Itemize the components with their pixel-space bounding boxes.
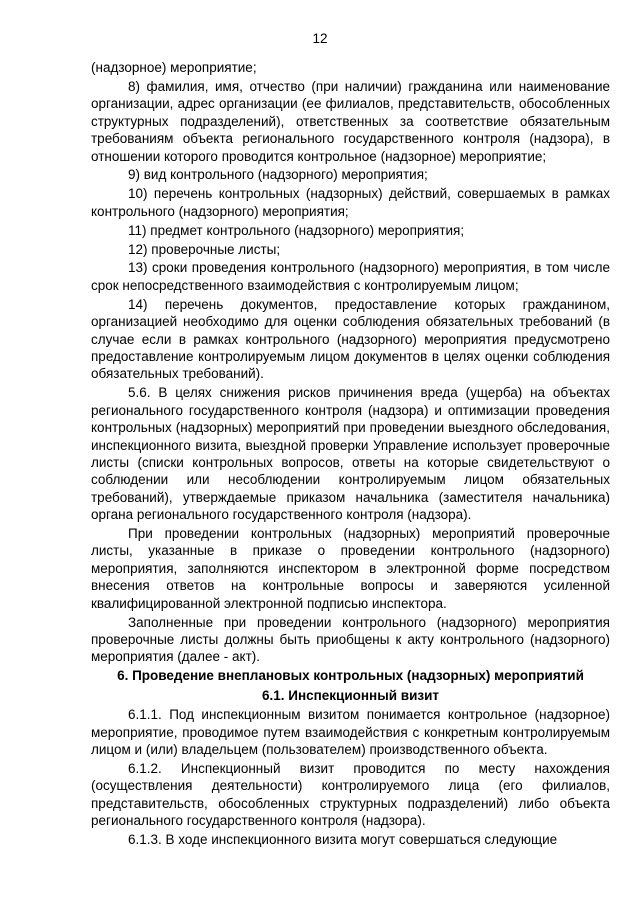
section-heading: 6. Проведение внеплановых контрольных (надзорных) мероприятий bbox=[117, 668, 584, 684]
paragraph-checklists-attached: Заполненные при проведении контрольного (надзорного) мероприятия проверочные листы должны быть приобщены к акту контрольного (надзорного) мероприятия (далее - акт). bbox=[91, 614, 610, 665]
paragraph-checklists-filling: При проведении контрольных (надзорных) мероприятий проверочные листы, указанные в приказе о проведении контрольного (надзорного) мероприятия, заполняются инспектором в электронной форме посредством внесения ответов на контрольные вопросы и заверяются усиленной квалифицированной электронной подписью инспектора. bbox=[91, 526, 610, 611]
paragraph-item-13: 13) сроки проведения контрольного (надзорного) мероприятия, в том числе срок непосредственного взаимодействия с контролируемым лицом; bbox=[91, 260, 610, 293]
paragraph-item-8: 8) фамилия, имя, отчество (при наличии) гражданина или наименование организации, адрес организации (ее филиалов, представительств, обособленных структурных подразделений), ответственных за соответствие обязательным требованиям объекта регионального государственного контроля (надзора), в отношении которого проводится контрольное (надзорное) мероприятие; bbox=[91, 78, 610, 164]
paragraph-item-12: 12) проверочные листы; bbox=[128, 241, 281, 257]
paragraph-item-10: 10) перечень контрольных (надзорных) действий, совершаемых в рамках контрольного (надзорного) мероприятия; bbox=[91, 186, 610, 219]
paragraph-continuation: (надзорное) мероприятие; bbox=[91, 60, 257, 75]
document-body bbox=[91, 59, 610, 850]
paragraph-6-1-1: 6.1.1. Под инспекционным визитом понимается контрольное (надзорное) мероприятие, проводимое путем взаимодействия с конкретным контролируемым лицом и (или) владельцем (пользователем) производственного объекта. bbox=[91, 707, 610, 757]
paragraph-item-11: 11) предмет контрольного (надзорного) мероприятия; bbox=[128, 222, 465, 238]
paragraph-item-14: 14) перечень документов, предоставление которых гражданином, организацией необходимо для оценки соблюдения обязательных требований (в случае если в рамках контрольного (надзорного) мероприятия предусмотрено предоставление контролируемым лицом документов в целях оценки соблюдения обязательных требований). bbox=[91, 296, 610, 382]
page-number: 12 bbox=[312, 31, 328, 46]
paragraph-5-6: 5.6. В целях снижения рисков причинения вреда (ущерба) на объектах регионального государственного контроля (надзора) и оптимизации проведения контрольных (надзорных) мероприятий при проведении выездного обследования, инспекционного визита, выездной проверки Управление использует проверочные листы (списки контрольных вопросов, ответы на которые свидетельствуют о соблюдении или несоблюдении контролируемым лицом обязательных требований), утверждаемые приказом начальника (заместителя начальника) органа регионального государственного контроля (надзора). bbox=[91, 385, 610, 523]
paragraph-6-1-3: 6.1.3. В ходе инспекционного визита могут совершаться следующие bbox=[128, 831, 558, 847]
subsection-heading: 6.1. Инспекционный визит bbox=[261, 687, 439, 703]
paragraph-item-9: 9) вид контрольного (надзорного) мероприятия; bbox=[128, 167, 428, 183]
paragraph-6-1-2: 6.1.2. Инспекционный визит проводится по месту нахождения (осуществления деятельности) контролируемого лица (его филиалов, представительств, обособленных структурных подразделений) либо объекта регионального государственного контроля (надзора). bbox=[91, 760, 610, 829]
